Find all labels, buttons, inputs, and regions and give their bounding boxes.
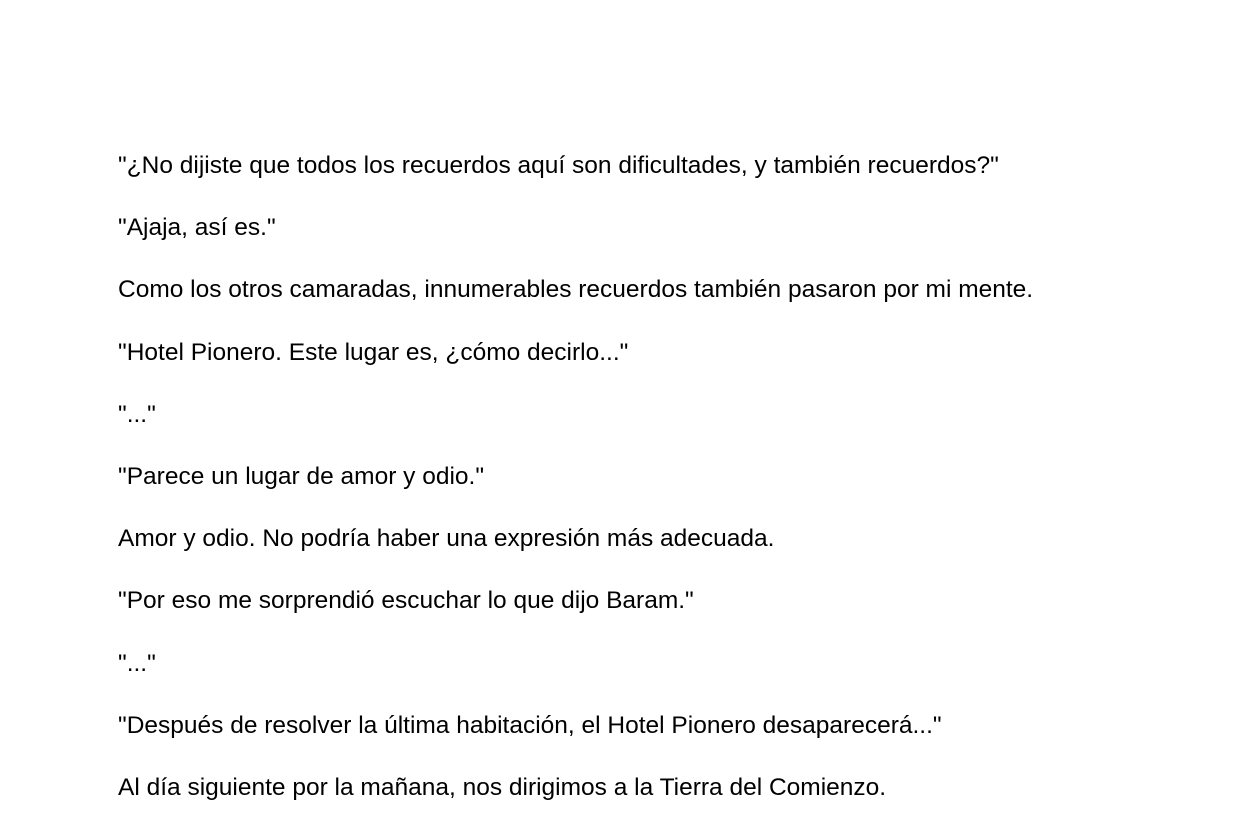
paragraph: "Después de resolver la última habitación, el Hotel Pionero desaparecerá..." <box>118 711 942 739</box>
paragraph: Amor y odio. No podría haber una expresión más adecuada. <box>118 525 775 553</box>
paragraph: "..." <box>118 649 156 677</box>
paragraph: Al día siguiente por la mañana, nos dirigimos a la Tierra del Comienzo. <box>118 773 887 801</box>
paragraph: "Ajaja, así es." <box>118 214 276 242</box>
paragraph: "Hotel Pionero. Este lugar es, ¿cómo decirlo..." <box>118 338 629 366</box>
paragraph: "Parece un lugar de amor y odio." <box>118 462 485 490</box>
paragraph: Como los otros camaradas, innumerables recuerdos también pasaron por mi mente. <box>118 276 1034 304</box>
document-body <box>118 150 1228 834</box>
paragraph: "Por eso me sorprendió escuchar lo que dijo Baram." <box>118 587 694 615</box>
paragraph: "¿No dijiste que todos los recuerdos aquí son dificultades, y también recuerdos?" <box>118 152 999 179</box>
paragraph: "..." <box>118 400 156 428</box>
